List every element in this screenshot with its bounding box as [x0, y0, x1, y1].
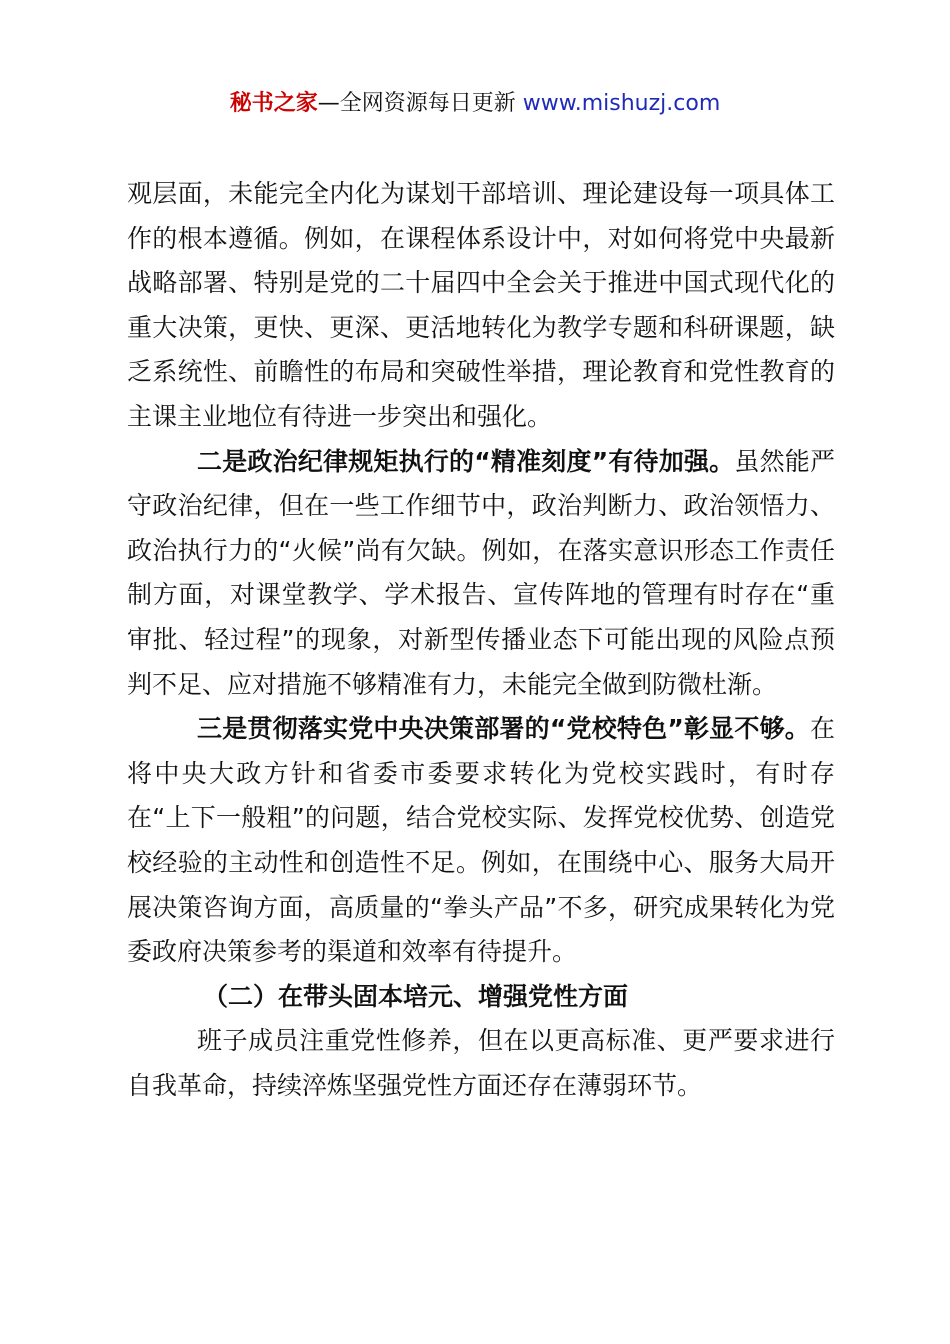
- point-three-heading: 三是贯彻落实党中央决策部署的“党校特色”彰显不够。: [197, 714, 810, 744]
- point-two-body: 虽然能严守政治纪律，但在一些工作细节中，政治判断力、政治领悟力、政治执行力的“火候”尚有欠缺。例如，在落实意识形态工作责任制方面，对课堂教学、学术报告、宣传阵地的管理有时存在“重审批、轻过程”的现象，对新型传播业态下可能出现的风险点预判不足、应对措施不够精准有力，未能完全做到防微杜渐。: [127, 446, 835, 699]
- point-three-body: 在将中央大政方针和省委市委要求转化为党校实践时，有时存在“上下一般粗”的问题，结合党校实际、发挥党校优势、创造党校经验的主动性和创造性不足。例如，在围绕中心、服务大局开展决策咨询方面，高质量的“拳头产品”不多，研究成果转化为党委政府决策参考的渠道和效率有待提升。: [127, 714, 835, 967]
- section-two-title: （二）在带头固本培元、增强党性方面: [203, 981, 629, 1011]
- site-url: www.mishuzj.com: [522, 91, 721, 116]
- paragraph-point-three: [127, 707, 835, 975]
- header-tagline: —全网资源每日更新: [317, 91, 523, 116]
- paragraph-point-two: [127, 440, 835, 708]
- paragraph-continuation: 观层面，未能完全内化为谋划干部培训、理论建设每一项具体工作的根本遵循。例如，在课程体系设计中，对如何将党中央最新战略部署、特别是党的二十届四中全会关于推进中国式现代化的重大决策，更快、更深、更活地转化为教学专题和科研课题，缺乏系统性、前瞻性的布局和突破性举措，理论教育和党性教育的主课主业地位有待进一步突出和强化。: [127, 179, 835, 431]
- paragraph-section-two-intro: 班子成员注重党性修养，但在以更高标准、更严要求进行自我革命，持续淬炼坚强党性方面还存在薄弱环节。: [127, 1026, 835, 1100]
- brand-name: 秘书之家: [229, 91, 318, 116]
- site-header: [0, 86, 950, 122]
- document-body: [127, 172, 835, 1108]
- point-two-heading: 二是政治纪律规矩执行的“精准刻度”有待加强。: [197, 446, 735, 476]
